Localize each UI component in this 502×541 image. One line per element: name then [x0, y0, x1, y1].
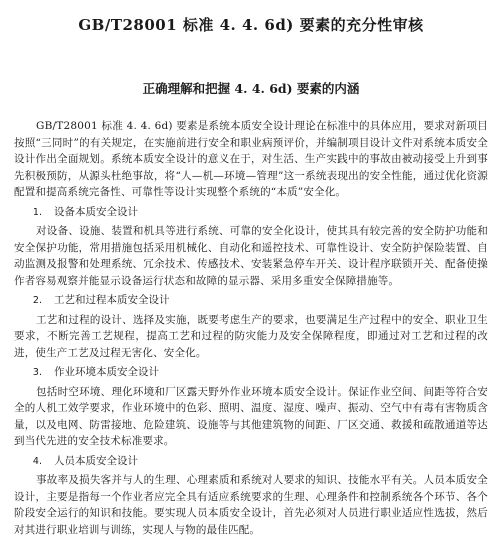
section-heading-text: 工艺和过程本质安全设计	[54, 294, 170, 306]
section-4	[14, 453, 488, 539]
section-2	[14, 292, 488, 361]
section-body: 工艺和过程的设计、选择及实施，既要考虑生产的要求，也要满足生产过程中的安全、职业卫生要求，不断完善工艺规程，提高工艺和过程的防灾能力及安全保障程度，即通过对工艺和过程的改进，使生产工艺及过程无害化、安全化。	[14, 313, 488, 359]
page-title: GB/T28001 标准 4. 4. 6d) 要素的充分性审核	[78, 16, 424, 34]
section-heading	[14, 292, 488, 310]
section-number: 4.	[32, 455, 42, 467]
section-heading	[14, 364, 488, 382]
section-number: 2.	[32, 295, 42, 306]
section-body: 对设备、设施、装置和机具等进行系统、可靠的安全化设计，使其具有较完善的安全防护功能和安全保护功能，常用措施包括采用机械化、自动化和遥控技术、可靠性设计、安全防护保险装置、自动监测及报警和处理系统、冗余技术、传感技术、安装紧急停车开关、设计程序联锁开关、配备使操作者容易观察并能显示设备运行状态和故障的显示器、采用多重安全保障措施等。	[14, 225, 488, 287]
section-number: 1.	[32, 206, 42, 218]
section-number: 3.	[32, 367, 42, 378]
section-heading-text: 设备本质安全设计	[54, 205, 138, 218]
intro-paragraph: GB/T28001 标准 4. 4. 6d) 要素是系统本质安全设计理论在标准中的具体应用，要求对新项目按照“三同时”的有关规定，在实施前进行安全和职业病预评价，并编制项目设计文件对系统本质安全设计作出全面规划。系统本质安全设计的意义在于，对生活、生产实践中的事故由被动接受上升到事先积极预防，从源头杜绝事故，将“人—机—环境—管理”这一系统表现出的安全性能，通过优化资源配置和提高系统完备性、可靠性等设计实现整个系统的“本质”安全化。	[14, 120, 488, 198]
section-heading	[14, 453, 488, 471]
section-heading	[14, 204, 488, 222]
section-subtitle: 正确理解和把握 4. 4. 6d) 要素的内涵	[142, 81, 360, 96]
section-body: 包括时空环境、理化环境和厂区露天野外作业环境本质安全设计。保证作业空间、间距等符合安全的人机工效学要求，作业环境中的色彩、照明、温度、湿度、噪声、振动、空气中有毒有害物质含量，以及电网、防雷接地、危险建筑、设施等与其他建筑物的间距、厂区交通、救援和疏散通道等达到当代先进的安全技术标准要求。	[14, 385, 488, 447]
section-heading-text: 作业环境本质安全设计	[54, 366, 159, 378]
section-heading-text: 人员本质安全设计	[54, 454, 138, 467]
section-1	[14, 204, 488, 290]
section-3	[14, 364, 488, 450]
section-body: 事故率及损失客并与人的生理、心理素质和系统对人要求的知识、技能水平有关。人员本质安全设计，主要是指每一个作业者应完全具有适应系统要求的生理、心理条件和控制系统各个环节、各个阶段安全运行的知识和技能。要实现人员本质安全设计，首先必须对人员进行职业适应性选拔，然后对其进行职业培训与训练，实现人与物的最佳匹配。	[14, 474, 488, 536]
